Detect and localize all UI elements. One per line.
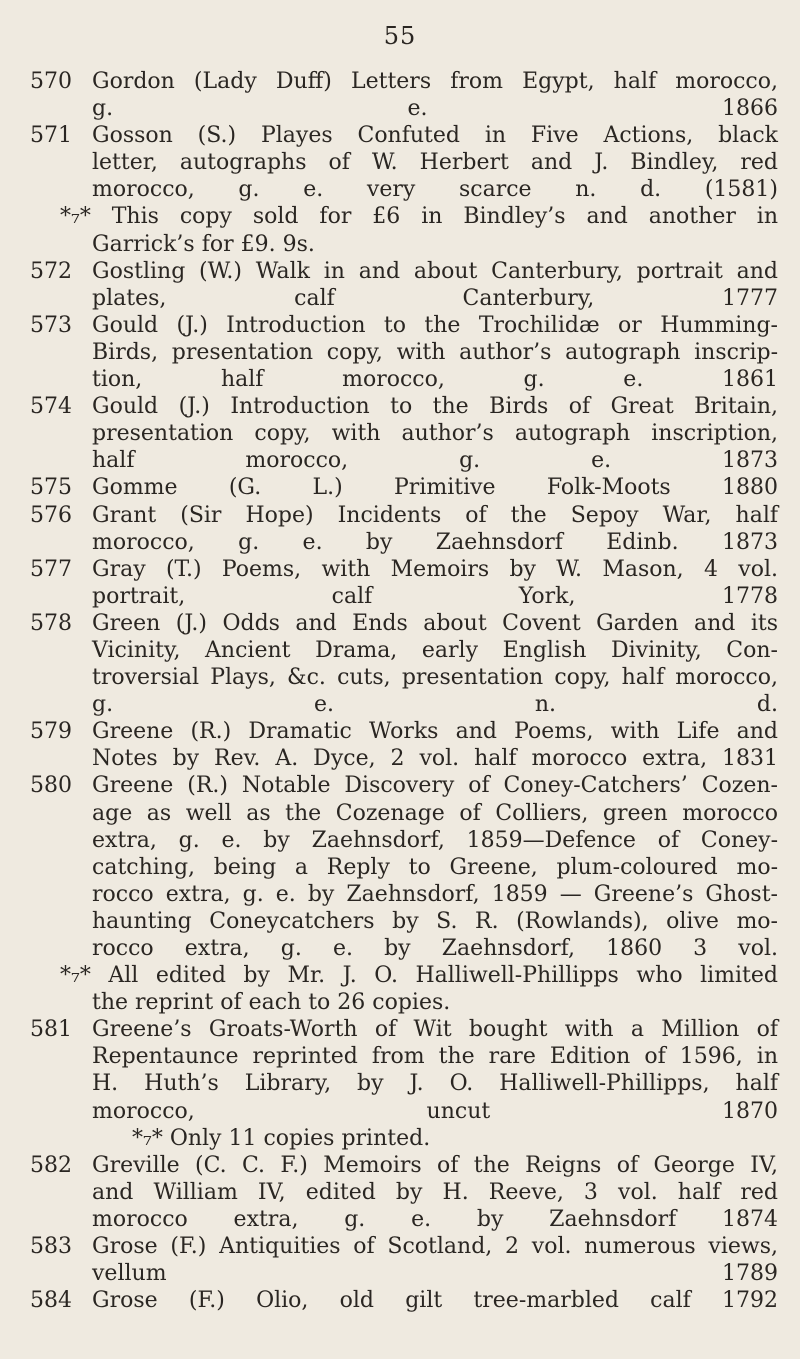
entry-line: age as well as the Cozenage of Colliers, green morocco xyxy=(92,800,778,826)
entry-line: morocco, uncut 1870 xyxy=(92,1098,778,1124)
lot-number: 571 xyxy=(30,123,72,149)
catalog-list xyxy=(30,68,778,1314)
entry-line: extra, g. e. by Zaehnsdorf, 1859—Defence of Coney- xyxy=(92,827,778,853)
catalog-entry xyxy=(30,772,778,962)
entry-line: and William IV, edited by H. Reeve, 3 vol. half red xyxy=(92,1179,778,1205)
lot-number: 580 xyxy=(30,773,72,799)
lot-number: 579 xyxy=(30,719,72,745)
catalog-entry xyxy=(30,1287,778,1314)
catalog-entry xyxy=(30,556,778,610)
catalog-entry xyxy=(30,502,778,556)
entry-line: tion, half morocco, g. e. 1861 xyxy=(92,367,778,393)
entry-line: Vicinity, Ancient Drama, early English Divinity, Con- xyxy=(92,637,778,663)
entry-line: morocco, g. e. very scarce n. d. (1581) xyxy=(92,177,778,203)
entry-line: Gosson (S.) Playes Confuted in Five Actions, black xyxy=(92,123,778,149)
entry-line: haunting Coneycatchers by S. R. (Rowlands), olive mo- xyxy=(92,908,778,934)
entry-line: Greene (R.) Notable Discovery of Coney-Catchers’ Cozen- xyxy=(92,773,778,799)
catalog-entry xyxy=(30,122,778,203)
entry-line: Gould (J.) Introduction to the Trochilidæ or Humming- xyxy=(92,312,778,338)
entry-line: Notes by Rev. A. Dyce, 2 vol. half morocco extra, 1831 xyxy=(92,746,778,772)
entry-line: Gray (T.) Poems, with Memoirs by W. Mason, 4 vol. xyxy=(92,556,778,582)
lot-number: 581 xyxy=(30,1017,72,1043)
lot-number: 574 xyxy=(30,394,72,420)
catalog-entry xyxy=(30,474,778,501)
entry-line: Gostling (W.) Walk in and about Canterbury, portrait and xyxy=(92,258,778,284)
entry-line: portrait, calf York, 1778 xyxy=(92,583,778,609)
lot-number: 570 xyxy=(30,69,72,94)
catalog-note xyxy=(30,962,778,1016)
lot-number: 575 xyxy=(30,475,72,501)
entry-line: catching, being a Reply to Greene, plum-coloured mo- xyxy=(92,854,778,880)
entry-line: troversial Plays, &c. cuts, presentation copy, half morocco, xyxy=(92,665,778,691)
entry-line: Grose (F.) Olio, old gilt tree-marbled calf 1792 xyxy=(92,1288,778,1314)
catalog-entry xyxy=(30,610,778,718)
page-number: 55 xyxy=(383,22,417,50)
entry-line: Greene (R.) Dramatic Works and Poems, with Life and xyxy=(92,719,778,745)
catalog-entry xyxy=(30,312,778,393)
entry-line: Greville (C. C. F.) Memoirs of the Reigns of George IV, xyxy=(92,1152,778,1178)
catalog-entry xyxy=(30,1152,778,1233)
entry-line: presentation copy, with author’s autograph inscription, xyxy=(92,421,778,447)
entry-line: Repentaunce reprinted from the rare Edition of 1596, in xyxy=(92,1044,778,1070)
catalog-entry xyxy=(30,393,778,474)
lot-number: 582 xyxy=(30,1152,72,1178)
lot-number: 576 xyxy=(30,502,72,528)
catalog-entry xyxy=(30,258,778,312)
entry-line: morocco extra, g. e. by Zaehnsdorf 1874 xyxy=(92,1206,778,1232)
lot-number: 577 xyxy=(30,556,72,582)
entry-line: *₇* This copy sold for £6 in Bindley’s and another in xyxy=(60,204,778,230)
entry-line: Green (J.) Odds and Ends about Covent Garden and its xyxy=(92,610,778,636)
lot-number: 578 xyxy=(30,610,72,636)
entry-line: Birds, presentation copy, with author’s autograph inscrip- xyxy=(92,339,778,365)
entry-line: rocco extra, g. e. by Zaehnsdorf, 1860 3 vol. xyxy=(92,936,778,961)
catalog-entry xyxy=(30,1233,778,1287)
entry-line: rocco extra, g. e. by Zaehnsdorf, 1859 — Greene’s Ghost- xyxy=(92,881,778,907)
entry-line: *₇* All edited by Mr. J. O. Halliwell-Phillipps who limited xyxy=(60,963,778,989)
entry-line: morocco, g. e. by Zaehnsdorf Edinb. 1873 xyxy=(92,529,778,555)
entry-line: Garrick’s for £9. 9s. xyxy=(92,231,315,257)
catalog-entry xyxy=(30,1016,778,1151)
catalog-entry xyxy=(30,68,778,122)
lot-number: 583 xyxy=(30,1234,72,1260)
entry-line: letter, autographs of W. Herbert and J. Bindley, red xyxy=(92,150,778,176)
entry-line: vellum 1789 xyxy=(92,1261,778,1287)
catalog-note xyxy=(30,203,778,257)
entry-line: half morocco, g. e. 1873 xyxy=(92,448,778,474)
entry-line: g. e. 1866 xyxy=(92,96,778,122)
lot-number: 584 xyxy=(30,1288,72,1314)
entry-line: Grose (F.) Antiquities of Scotland, 2 vol. numerous views, xyxy=(92,1234,778,1260)
entry-line: Gould (J.) Introduction to the Birds of Great Britain, xyxy=(92,394,778,420)
entry-line: Gordon (Lady Duff) Letters from Egypt, half morocco, xyxy=(92,69,778,94)
entry-line: Greene’s Groats-Worth of Wit bought with a Million of xyxy=(92,1017,778,1043)
entry-line: plates, calf Canterbury, 1777 xyxy=(92,285,778,311)
entry-line: *₇* Only 11 copies printed. xyxy=(132,1125,431,1151)
lot-number: 572 xyxy=(30,258,72,284)
entry-line: Grant (Sir Hope) Incidents of the Sepoy War, half xyxy=(92,502,778,528)
entry-line: g. e. n. d. xyxy=(92,692,778,718)
entry-line: Gomme (G. L.) Primitive Folk-Moots 1880 xyxy=(92,475,778,501)
lot-number: 573 xyxy=(30,312,72,338)
catalog-entry xyxy=(30,718,778,772)
entry-line: the reprint of each to 26 copies. xyxy=(92,990,451,1016)
entry-line: H. Huth’s Library, by J. O. Halliwell-Phillipps, half xyxy=(92,1071,778,1097)
